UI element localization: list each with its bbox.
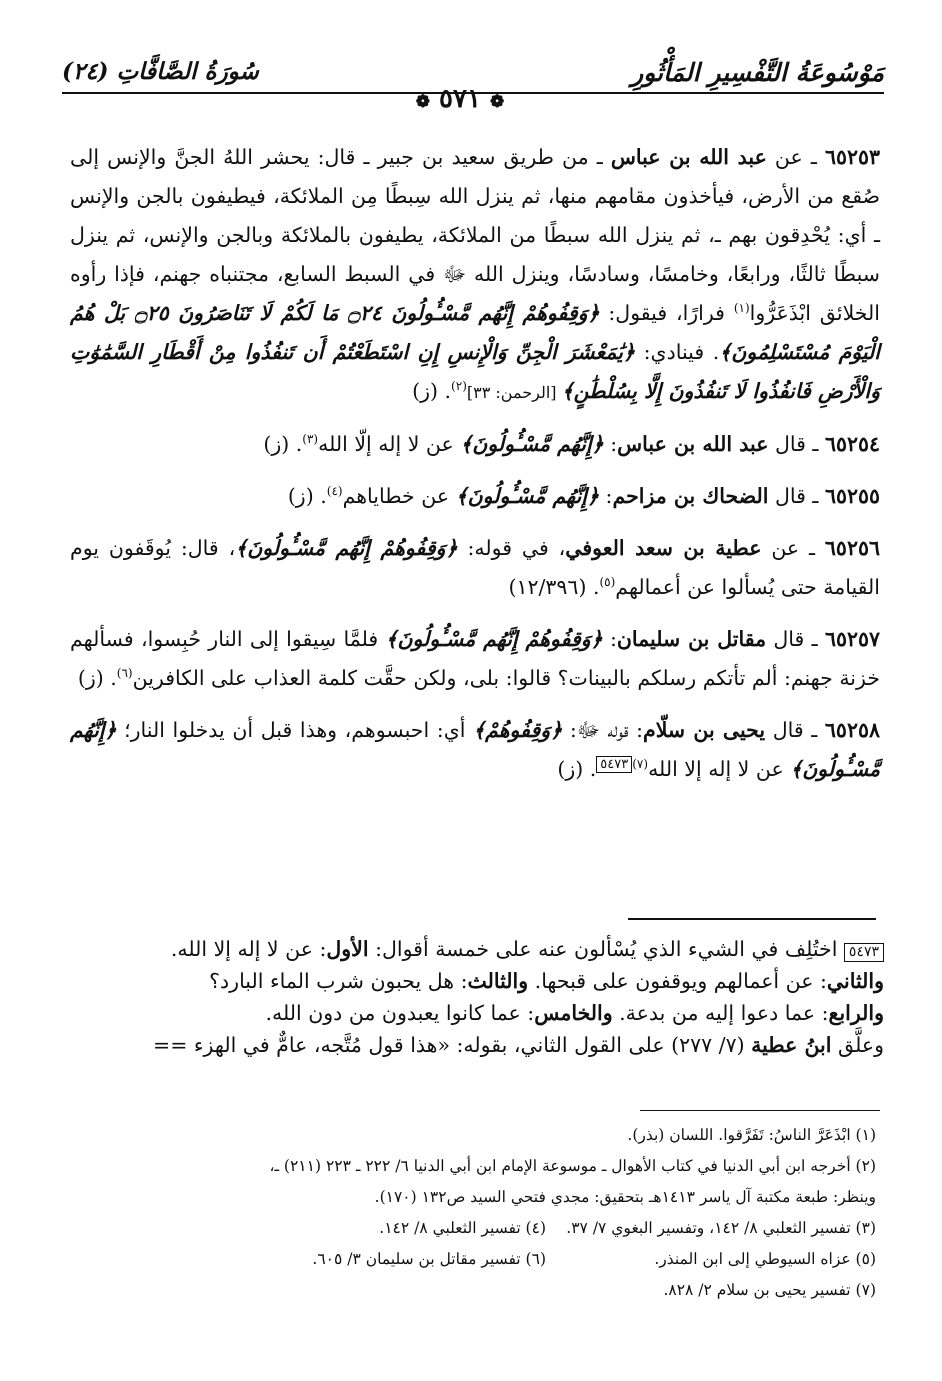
commentary-line bbox=[62, 965, 884, 997]
hadith-entry bbox=[70, 477, 880, 516]
commentary-text: وعلَّق bbox=[831, 1033, 884, 1057]
footnote: (٢) أخرجه ابن أبي الدنيا في كتاب الأهوال ـ موسوعة الإمام ابن أبي الدنيا ٦/ ٢٢٢ ـ ٢٢٣ (٢١١) ـ، bbox=[269, 1157, 876, 1175]
quran-quote: ﴿إِنَّهُم مَّسْـُٔولُونَ﴾ bbox=[460, 432, 604, 456]
commentary-keyword: والثاني bbox=[826, 969, 884, 993]
entry-text: : قوله ﷻ: bbox=[562, 718, 643, 742]
footnote-row bbox=[62, 1213, 876, 1244]
verse-reference: [الرحمن: ٣٣] bbox=[466, 383, 562, 402]
quran-quote: ﴿وَقِفُوهُمْ إِنَّهُم مَّسْـُٔولُونَ﴾ bbox=[235, 536, 458, 560]
commentary-text: : عما دعوا إليه من بدعة. bbox=[612, 1001, 829, 1025]
footnote: (١) ابْذَعَرَّ الناسُ: تَفَرَّقوا. اللسان (بذر). bbox=[627, 1126, 876, 1144]
commentary-text: اختُلِف في الشيء الذي يُسْألون عنه على خمسة أقوال: bbox=[368, 937, 844, 961]
footnote-marker[interactable]: (١) bbox=[733, 301, 750, 316]
commentary-keyword: والخامس bbox=[534, 1001, 613, 1025]
footnote-marker[interactable]: (٢) bbox=[451, 379, 467, 394]
book-title: مَوْسُوعَةُ التَّفْسِيرِ المَأْثُورِ bbox=[631, 58, 884, 87]
quran-quote: ﴿إِنَّهُم مَّسْـُٔولُونَ﴾ bbox=[70, 718, 880, 781]
narrator-name: عبد الله بن عباس bbox=[610, 145, 767, 169]
commentary-text: : عما كانوا يعبدون من دون الله. bbox=[265, 1001, 535, 1025]
entry-text: ـ عن bbox=[766, 145, 825, 169]
entry-text: عن لا إله إلّا الله bbox=[318, 432, 461, 456]
entry-grade: . (ز) bbox=[557, 757, 597, 781]
entry-text: فرارًا، فيقول: bbox=[599, 301, 734, 325]
entry-text: أي: احبسوهم، وهذا قبل أن يدخلوا النار؛ bbox=[116, 718, 474, 742]
commentary-text: (٧/ ٢٧٧) على القول الثاني، بقوله: «هذا قول مُتَّجه، عامٌّ في الهزء == bbox=[153, 1033, 752, 1057]
commentary-keyword: والثالث bbox=[467, 969, 529, 993]
commentary-keyword: الأول bbox=[326, 937, 369, 961]
entry-text: فلمَّا سِيقوا إلى النار حُبِسوا، فسألهم خزنة جهنم: ألم تأتكم رسلكم بالبينات؟ قالوا: بلى، ولكن حقَّت كلمة العذاب على الكافرين bbox=[70, 627, 880, 690]
hadith-entry bbox=[70, 138, 880, 412]
entry-text: عن خطاياهم bbox=[342, 484, 456, 508]
footnote: وينظر: طبعة مكتبة آل ياسر ١٤١٣هـ بتحقيق: مجدي فتحي السيد ص١٣٢ (١٧٠). bbox=[374, 1188, 876, 1206]
quran-quote: ﴿وَقِفُوهُمْ إِنَّهُم مَّسْـُٔولُونَ ۝٢٤ مَا لَكُمْ لَا تَنَاصَرُونَ ۝٢٥ بَلْ هُمُ الْيَوْمَ مُسْتَسْلِمُونَ﴾ bbox=[70, 301, 880, 364]
footnote-marker[interactable]: (٤) bbox=[326, 484, 343, 499]
entry-grade: . (ز) bbox=[77, 666, 117, 690]
entry-text: : bbox=[599, 484, 613, 508]
commentary-text: : هل يحبون شرب الماء البارد؟ bbox=[209, 969, 468, 993]
footnote: (٥) عزاه السيوطي إلى ابن المنذر. bbox=[654, 1250, 876, 1268]
entry-grade: . (ز) bbox=[412, 379, 452, 403]
hadith-entry bbox=[70, 529, 880, 607]
entry-number: ٦٥٢٥٤ bbox=[824, 432, 880, 456]
entry-text: ـ قال bbox=[765, 718, 825, 742]
hadith-entry bbox=[70, 620, 880, 698]
narrator-name: عطية بن سعد العوفي bbox=[565, 536, 762, 560]
entry-source: . (١٢/٣٩٦) bbox=[508, 575, 600, 599]
narrator-name: يحيى بن سلّام bbox=[643, 718, 766, 742]
footnotes-divider bbox=[640, 1110, 880, 1111]
hadith-entry bbox=[70, 425, 880, 464]
entry-number: ٦٥٢٥٦ bbox=[824, 536, 880, 560]
page-number-block bbox=[400, 84, 520, 114]
narrator-name: الضحاك بن مزاحم bbox=[612, 484, 769, 508]
entry-text: ـ من طريق سعيد بن جبير ـ قال: يحشر اللهُ الجنَّ والإنس إلى صُقع من الأرض، فيأخذون مقامهم منها، ثم ينزل الله سِبطًا مِن الملائكة، فيطيفون بالجن والإنس ـ أي: يُحْدِقون بهم ـ، ثم ينزل الله سبطًا من الملائكة، يطيفون بالملائكة وبالجن والإنس، ثم ينزل سبطًا ثالثًا، ورابعًا، وخامسًا، وسادسًا، وينزل الله ﷻ في السبط السابع، مجتنباه جهنم، فإذا رأوه الخلائق ابْذَعَرُّوا bbox=[70, 145, 880, 325]
entry-text: ـ قال bbox=[768, 432, 825, 456]
commentary-text: : عن لا إله إلا الله. bbox=[170, 937, 327, 961]
entry-text: ـ قال bbox=[768, 484, 825, 508]
commentary-line bbox=[62, 997, 884, 1029]
entry-grade: . (ز) bbox=[263, 432, 303, 456]
footnote: (٤) تفسير الثعلبي ٨/ ١٤٢. bbox=[379, 1219, 546, 1237]
hadith-entry bbox=[70, 711, 880, 789]
commentary-text: : عن أعمالهم ويوقفون على قبحها. bbox=[528, 969, 827, 993]
entry-number: ٦٥٢٥٨ bbox=[824, 718, 880, 742]
entry-text: : bbox=[602, 627, 617, 651]
entry-number: ٦٥٢٥٣ bbox=[824, 145, 880, 169]
surah-title: سُورَةُ الصَّافَّاتِ (٢٤) bbox=[62, 58, 259, 85]
entry-text: . فينادي: bbox=[634, 340, 720, 364]
entry-number: ٦٥٢٥٥ bbox=[824, 484, 880, 508]
footnote-marker[interactable]: (٦) bbox=[116, 666, 133, 681]
footnote: (٣) تفسير الثعلبي ٨/ ١٤٢، وتفسير البغوي ٧/ ٣٧. bbox=[566, 1219, 876, 1237]
footnote: (٧) تفسير يحيى بن سلام ٢/ ٨٢٨. bbox=[663, 1281, 876, 1299]
entry-text: ـ عن bbox=[761, 536, 825, 560]
entry-number: ٦٥٢٥٧ bbox=[824, 627, 880, 651]
entry-text: ـ قال bbox=[766, 627, 825, 651]
footnote-marker[interactable]: (٧) bbox=[632, 757, 649, 772]
footnote-marker[interactable]: (٣) bbox=[302, 432, 319, 447]
commentary-divider bbox=[628, 918, 876, 920]
footnote-marker[interactable]: (٥) bbox=[599, 575, 616, 590]
commentary-keyword: والرابع bbox=[828, 1001, 884, 1025]
ornament-icon: ❁ bbox=[415, 92, 430, 112]
quran-quote: ﴿إِنَّهُم مَّسْـُٔولُونَ﴾ bbox=[455, 484, 600, 508]
narrator-name: عبد الله بن عباس bbox=[617, 432, 769, 456]
narrator-name: مقاتل بن سليمان bbox=[616, 627, 767, 651]
entry-text: عن لا إله إلا الله bbox=[648, 757, 791, 781]
quran-quote: ﴿وَقِفُوهُمْ﴾ bbox=[473, 718, 563, 742]
footnote: (٦) تفسير مقاتل بن سليمان ٣/ ٦٠٥. bbox=[312, 1250, 546, 1268]
commentary-number-box: ٥٤٧٣ bbox=[844, 943, 884, 962]
commentary-block bbox=[62, 933, 884, 1061]
quran-quote: ﴿وَقِفُوهُمْ إِنَّهُم مَّسْـُٔولُونَ﴾ bbox=[385, 627, 603, 651]
entry-text: ، في قوله: bbox=[457, 536, 566, 560]
entry-text: : bbox=[603, 432, 618, 456]
commentary-ref-box[interactable]: ٥٤٧٣ bbox=[596, 756, 632, 773]
entry-grade: . (ز) bbox=[287, 484, 327, 508]
page-number: ٥٧١ bbox=[439, 84, 481, 114]
commentary-line bbox=[62, 933, 884, 965]
main-text bbox=[70, 138, 880, 802]
ornament-icon: ❁ bbox=[490, 92, 505, 112]
commentary-line bbox=[62, 1029, 884, 1061]
entry-text: ، قال: يُوقَفون يوم القيامة حتى يُسألوا عن أعمالهم bbox=[70, 536, 880, 599]
quran-quote: ﴿يَٰمَعْشَرَ الْجِنِّ وَالْإِنسِ إِنِ اسْتَطَعْتُمْ أَن تَنفُذُوا مِنْ أَقْطَارِ السَّمَٰوَٰتِ وَالْأَرْضِ فَانفُذُوا لَا تَنفُذُونَ إِلَّا بِسُلْطَٰنٍ﴾ bbox=[70, 340, 880, 403]
commentary-keyword: ابنُ عطية bbox=[751, 1033, 832, 1057]
footnote-row bbox=[62, 1244, 876, 1275]
footnotes bbox=[62, 1120, 876, 1306]
